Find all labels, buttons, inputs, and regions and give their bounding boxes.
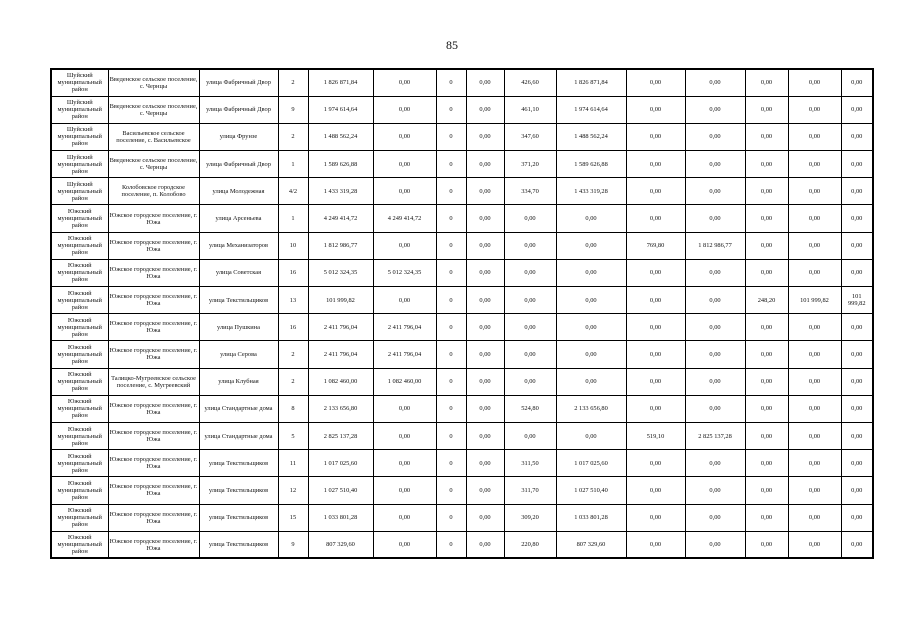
table-cell: 1 826 871,84 — [308, 69, 373, 96]
table-cell: 0,00 — [626, 450, 685, 477]
table-cell: Шуйский муниципальный район — [51, 69, 108, 96]
table-cell: 0,00 — [841, 341, 873, 368]
table-cell: 1 488 562,24 — [308, 123, 373, 150]
table-cell: Южский муниципальный район — [51, 531, 108, 558]
table-cell: 1 488 562,24 — [556, 123, 626, 150]
table-row — [51, 422, 873, 449]
table-cell: улица Арсеньева — [199, 205, 278, 232]
table-cell: 0,00 — [373, 450, 436, 477]
table-cell: 0,00 — [841, 314, 873, 341]
table-cell: 2 825 137,28 — [308, 422, 373, 449]
table-cell: Введенское сельское поселение, с. Чернцы — [108, 69, 199, 96]
table-cell: 309,20 — [504, 504, 556, 531]
table-cell: 0,00 — [373, 287, 436, 314]
table-cell: 311,70 — [504, 477, 556, 504]
table-cell: 0,00 — [745, 178, 788, 205]
table-cell: 0,00 — [788, 314, 841, 341]
table-cell: 0,00 — [466, 232, 504, 259]
table-cell: 0,00 — [685, 531, 745, 558]
table-cell: 0,00 — [745, 450, 788, 477]
table-cell: 0,00 — [685, 395, 745, 422]
table-cell: 2 — [278, 341, 308, 368]
table-cell: 0,00 — [626, 531, 685, 558]
table-cell: 0,00 — [504, 232, 556, 259]
table-cell: Южский муниципальный район — [51, 341, 108, 368]
table-cell: Южское городское поселение, г. Южа — [108, 232, 199, 259]
table-cell: 2 411 796,04 — [373, 341, 436, 368]
table-cell: 2 — [278, 69, 308, 96]
table-cell: 1 027 510,40 — [308, 477, 373, 504]
table-cell: 0,00 — [626, 477, 685, 504]
table-cell: 334,70 — [504, 178, 556, 205]
table-cell: 0,00 — [841, 504, 873, 531]
table-cell: 0,00 — [626, 314, 685, 341]
table-cell: 1 812 986,77 — [685, 232, 745, 259]
table-cell: Южский муниципальный район — [51, 368, 108, 395]
table-cell: улица Механизаторов — [199, 232, 278, 259]
table-cell: 0,00 — [556, 205, 626, 232]
table-row — [51, 287, 873, 314]
table-cell: 0 — [436, 531, 466, 558]
table-cell: 0,00 — [685, 341, 745, 368]
table-cell: 1 589 626,88 — [308, 151, 373, 178]
table-cell: 1 017 025,60 — [556, 450, 626, 477]
table-cell: 2 133 656,80 — [556, 395, 626, 422]
table-cell: 0,00 — [466, 422, 504, 449]
table-cell: улица Пушкина — [199, 314, 278, 341]
table-cell: 0,00 — [841, 450, 873, 477]
table-cell: 0,00 — [841, 422, 873, 449]
table-cell: 0,00 — [685, 450, 745, 477]
table-cell: 0,00 — [373, 123, 436, 150]
table-cell: 0,00 — [841, 531, 873, 558]
table-cell: 0 — [436, 504, 466, 531]
table-cell: 0,00 — [626, 205, 685, 232]
table-cell: 0,00 — [556, 422, 626, 449]
table-cell: 10 — [278, 232, 308, 259]
table-cell: 0,00 — [373, 422, 436, 449]
table-cell: 16 — [278, 259, 308, 286]
table-cell: Южский муниципальный район — [51, 422, 108, 449]
table-cell: 0,00 — [466, 96, 504, 123]
table-cell: 1 033 801,28 — [308, 504, 373, 531]
table-row — [51, 69, 873, 96]
table-cell: улица Фабричный Двор — [199, 96, 278, 123]
table-row — [51, 395, 873, 422]
table-cell: 0,00 — [788, 151, 841, 178]
table-cell: 0,00 — [466, 259, 504, 286]
table-cell: 1 433 319,28 — [556, 178, 626, 205]
table-cell: 0,00 — [745, 341, 788, 368]
table-cell: 12 — [278, 477, 308, 504]
table-cell: 0 — [436, 151, 466, 178]
table-cell: 0,00 — [373, 178, 436, 205]
table-cell: Шуйский муниципальный район — [51, 123, 108, 150]
table-cell: 2 411 796,04 — [308, 341, 373, 368]
table-cell: 4 249 414,72 — [373, 205, 436, 232]
table-cell: Колобовское городское поселение, п. Колобово — [108, 178, 199, 205]
table-cell: Южский муниципальный район — [51, 450, 108, 477]
table-cell: 0,00 — [685, 178, 745, 205]
table-cell: 0,00 — [626, 69, 685, 96]
table-cell: 0,00 — [745, 96, 788, 123]
table-cell: 0,00 — [466, 69, 504, 96]
table-cell: 0,00 — [685, 96, 745, 123]
table-cell: улица Молодежная — [199, 178, 278, 205]
table-row — [51, 450, 873, 477]
table-row — [51, 368, 873, 395]
table-cell: 0,00 — [373, 96, 436, 123]
table-cell: 5 012 324,35 — [308, 259, 373, 286]
table-cell: 0,00 — [466, 314, 504, 341]
table-cell: 0,00 — [466, 341, 504, 368]
table-row — [51, 151, 873, 178]
table-cell: 0,00 — [626, 395, 685, 422]
table-cell: Введенское сельское поселение, с. Чернцы — [108, 151, 199, 178]
table-cell: 0,00 — [504, 259, 556, 286]
table-cell: 0,00 — [788, 341, 841, 368]
table-cell: 0,00 — [841, 69, 873, 96]
table-cell: 0,00 — [685, 151, 745, 178]
table-cell: 0,00 — [788, 531, 841, 558]
table-cell: 0,00 — [788, 96, 841, 123]
table-cell: Южский муниципальный район — [51, 287, 108, 314]
table-cell: Южское городское поселение, г. Южа — [108, 259, 199, 286]
table-cell: улица Советская — [199, 259, 278, 286]
table-cell: 0,00 — [788, 504, 841, 531]
table-cell: 0,00 — [745, 477, 788, 504]
table-cell: 0,00 — [745, 368, 788, 395]
table-cell: улица Стандартные дома — [199, 395, 278, 422]
table-cell: 101 999,82 — [308, 287, 373, 314]
table-cell: 0,00 — [373, 69, 436, 96]
table-cell: 0,00 — [626, 368, 685, 395]
table-cell: Южское городское поселение, г. Южа — [108, 205, 199, 232]
table-cell: Южский муниципальный район — [51, 232, 108, 259]
table-cell: 2 825 137,28 — [685, 422, 745, 449]
table-cell: 0 — [436, 259, 466, 286]
table-cell: 1 027 510,40 — [556, 477, 626, 504]
table-cell: 0,00 — [788, 69, 841, 96]
table-cell: 0,00 — [373, 531, 436, 558]
table-cell: улица Текстильщиков — [199, 287, 278, 314]
table-row — [51, 504, 873, 531]
table-cell: 0,00 — [466, 395, 504, 422]
table-cell: 0,00 — [745, 232, 788, 259]
table-cell: улица Текстильщиков — [199, 504, 278, 531]
table-cell: 0,00 — [841, 395, 873, 422]
table-cell: улица Стандартные дома — [199, 422, 278, 449]
table-cell: Талицко-Мугреевское сельское поселение, с. Мугреевский — [108, 368, 199, 395]
table-cell: Васильевское сельское поселение, с. Васильевское — [108, 123, 199, 150]
table-cell: 16 — [278, 314, 308, 341]
table-cell: 0,00 — [626, 287, 685, 314]
table-cell: 0 — [436, 314, 466, 341]
table-cell: 0,00 — [841, 368, 873, 395]
table-cell: 0,00 — [685, 259, 745, 286]
table-cell: 0,00 — [626, 96, 685, 123]
table-cell: 1 589 626,88 — [556, 151, 626, 178]
table-cell: 15 — [278, 504, 308, 531]
table-cell: Южский муниципальный район — [51, 314, 108, 341]
table-cell: 0,00 — [373, 477, 436, 504]
table-cell: 0,00 — [466, 287, 504, 314]
table-cell: 0,00 — [745, 422, 788, 449]
table-cell: 0,00 — [556, 287, 626, 314]
table-cell: 0,00 — [841, 178, 873, 205]
data-table — [50, 68, 874, 559]
table-cell: 248,20 — [745, 287, 788, 314]
table-cell: Южское городское поселение, г. Южа — [108, 341, 199, 368]
table-cell: 0,00 — [745, 504, 788, 531]
table-cell: 0,00 — [466, 205, 504, 232]
table-cell: 1 812 986,77 — [308, 232, 373, 259]
table-cell: 2 — [278, 368, 308, 395]
table-cell: 0,00 — [745, 395, 788, 422]
table-cell: Южский муниципальный район — [51, 259, 108, 286]
table-cell: 0,00 — [685, 504, 745, 531]
table-cell: 2 — [278, 123, 308, 150]
table-cell: 0,00 — [504, 368, 556, 395]
table-cell: 0,00 — [466, 450, 504, 477]
table-cell: Шуйский муниципальный район — [51, 151, 108, 178]
table-cell: 0 — [436, 287, 466, 314]
table-cell: Южский муниципальный район — [51, 477, 108, 504]
table-cell: 0,00 — [841, 151, 873, 178]
table-cell: 4/2 — [278, 178, 308, 205]
table-row — [51, 123, 873, 150]
table-cell: 0,00 — [504, 314, 556, 341]
table-cell: 0,00 — [788, 205, 841, 232]
table-cell: 0,00 — [466, 504, 504, 531]
table-cell: 0,00 — [745, 314, 788, 341]
table-cell: Южское городское поселение, г. Южа — [108, 504, 199, 531]
table-cell: 0,00 — [841, 259, 873, 286]
table-cell: 0,00 — [504, 205, 556, 232]
table-cell: 0,00 — [841, 205, 873, 232]
table-cell: 0,00 — [466, 531, 504, 558]
table-cell: 0,00 — [788, 395, 841, 422]
table-cell: Южское городское поселение, г. Южа — [108, 287, 199, 314]
table-body — [51, 69, 873, 558]
table-cell: Южское городское поселение, г. Южа — [108, 395, 199, 422]
table-cell: 0,00 — [788, 232, 841, 259]
table-cell: Южский муниципальный район — [51, 504, 108, 531]
table-row — [51, 477, 873, 504]
table-row — [51, 314, 873, 341]
table-cell: 426,60 — [504, 69, 556, 96]
table-cell: Южское городское поселение, г. Южа — [108, 477, 199, 504]
table-cell: 769,80 — [626, 232, 685, 259]
table-cell: 0,00 — [373, 151, 436, 178]
table-cell: 101 999,82 — [788, 287, 841, 314]
table-cell: улица Клубная — [199, 368, 278, 395]
table-cell: 0,00 — [466, 477, 504, 504]
table-cell: 0 — [436, 395, 466, 422]
table-cell: Южское городское поселение, г. Южа — [108, 450, 199, 477]
table-cell: 1 017 025,60 — [308, 450, 373, 477]
table-cell: Введенское сельское поселение, с. Чернцы — [108, 96, 199, 123]
table-cell: 0,00 — [626, 151, 685, 178]
table-cell: 0,00 — [841, 96, 873, 123]
table-cell: 0,00 — [685, 123, 745, 150]
table-cell: 0 — [436, 422, 466, 449]
table-cell: 1 082 460,00 — [373, 368, 436, 395]
table-cell: 0,00 — [556, 368, 626, 395]
table-cell: 0,00 — [685, 314, 745, 341]
table-cell: 0,00 — [373, 504, 436, 531]
table-cell: 2 411 796,04 — [373, 314, 436, 341]
table-cell: 0,00 — [466, 151, 504, 178]
table-cell: 101 999,82 — [841, 287, 873, 314]
table-cell: 1 974 614,64 — [308, 96, 373, 123]
table-cell: 9 — [278, 96, 308, 123]
table-cell: Южский муниципальный район — [51, 205, 108, 232]
table-cell: 2 411 796,04 — [308, 314, 373, 341]
table-cell: 0,00 — [626, 259, 685, 286]
table-cell: 0 — [436, 477, 466, 504]
table-cell: 0,00 — [685, 205, 745, 232]
table-cell: 13 — [278, 287, 308, 314]
table-row — [51, 205, 873, 232]
table-cell: 311,50 — [504, 450, 556, 477]
table-cell: 0 — [436, 368, 466, 395]
table-cell: 11 — [278, 450, 308, 477]
table-cell: 524,80 — [504, 395, 556, 422]
table-cell: Южское городское поселение, г. Южа — [108, 531, 199, 558]
table-cell: 0,00 — [745, 205, 788, 232]
table-cell: 461,10 — [504, 96, 556, 123]
table-cell: 0,00 — [626, 504, 685, 531]
table-cell: 0,00 — [466, 123, 504, 150]
table-cell: 2 133 656,80 — [308, 395, 373, 422]
table-cell: 1 — [278, 151, 308, 178]
table-cell: 1 082 460,00 — [308, 368, 373, 395]
table-cell: 0,00 — [788, 477, 841, 504]
table-cell: 0,00 — [685, 368, 745, 395]
table-cell: 519,10 — [626, 422, 685, 449]
table-cell: 0,00 — [685, 477, 745, 504]
table-cell: 1 033 801,28 — [556, 504, 626, 531]
table-cell: 0 — [436, 450, 466, 477]
table-cell: улица Фрунзе — [199, 123, 278, 150]
table-cell: 0,00 — [626, 341, 685, 368]
table-cell: 0,00 — [788, 368, 841, 395]
table-cell: 4 249 414,72 — [308, 205, 373, 232]
table-cell: 5 012 324,35 — [373, 259, 436, 286]
table-cell: 0,00 — [745, 259, 788, 286]
table-cell: 0 — [436, 69, 466, 96]
table-cell: 0,00 — [788, 450, 841, 477]
table-cell: 220,80 — [504, 531, 556, 558]
table-cell: Южский муниципальный район — [51, 395, 108, 422]
table-cell: 0,00 — [788, 123, 841, 150]
table-row — [51, 259, 873, 286]
table-cell: 0 — [436, 205, 466, 232]
table-cell: 347,60 — [504, 123, 556, 150]
table-cell: 807 329,60 — [556, 531, 626, 558]
table-cell: 0,00 — [788, 259, 841, 286]
table-cell: 0,00 — [745, 69, 788, 96]
table-cell: 0 — [436, 96, 466, 123]
table-cell: 0,00 — [626, 178, 685, 205]
table-cell: 0,00 — [685, 69, 745, 96]
table-cell: улица Текстильщиков — [199, 477, 278, 504]
table-cell: 0,00 — [745, 151, 788, 178]
table-cell: 9 — [278, 531, 308, 558]
table-cell: 0,00 — [788, 422, 841, 449]
table-cell: Южское городское поселение, г. Южа — [108, 314, 199, 341]
table-cell: улица Серова — [199, 341, 278, 368]
table-cell: улица Текстильщиков — [199, 531, 278, 558]
table-cell: улица Фабричный Двор — [199, 151, 278, 178]
table-cell: 0,00 — [504, 341, 556, 368]
table-cell: 0 — [436, 178, 466, 205]
table-row — [51, 178, 873, 205]
table-cell: 0,00 — [373, 395, 436, 422]
table-cell: 0 — [436, 341, 466, 368]
table-row — [51, 531, 873, 558]
table-cell: 0,00 — [556, 314, 626, 341]
table-cell: улица Текстильщиков — [199, 450, 278, 477]
table-cell: 0,00 — [466, 178, 504, 205]
table-cell: 0,00 — [556, 232, 626, 259]
table-cell: 1 433 319,28 — [308, 178, 373, 205]
table-cell: улица Фабричный Двор — [199, 69, 278, 96]
table-cell: 371,20 — [504, 151, 556, 178]
table-cell: 0,00 — [841, 477, 873, 504]
table-cell: 0,00 — [788, 178, 841, 205]
table-cell: 8 — [278, 395, 308, 422]
table-cell: 0,00 — [556, 341, 626, 368]
table-row — [51, 96, 873, 123]
table-cell: Южское городское поселение, г. Южа — [108, 422, 199, 449]
table-cell: 1 974 614,64 — [556, 96, 626, 123]
table-row — [51, 232, 873, 259]
table-cell: 0,00 — [466, 368, 504, 395]
table-cell: 0 — [436, 123, 466, 150]
table-cell: 0,00 — [556, 259, 626, 286]
table-cell: 1 — [278, 205, 308, 232]
page-number: 85 — [446, 38, 458, 52]
table-cell: Шуйский муниципальный район — [51, 96, 108, 123]
table-cell: 0,00 — [685, 287, 745, 314]
table-cell: 0,00 — [841, 232, 873, 259]
table-cell: 0,00 — [745, 531, 788, 558]
table-cell: 0,00 — [626, 123, 685, 150]
table-cell: 0,00 — [504, 422, 556, 449]
table-cell: 0,00 — [504, 287, 556, 314]
table-row — [51, 341, 873, 368]
table-cell: 5 — [278, 422, 308, 449]
table-cell: 0 — [436, 232, 466, 259]
table-cell: Шуйский муниципальный район — [51, 178, 108, 205]
table-cell: 0,00 — [841, 123, 873, 150]
table-cell: 807 329,60 — [308, 531, 373, 558]
table-cell: 1 826 871,84 — [556, 69, 626, 96]
table-cell: 0,00 — [373, 232, 436, 259]
table-cell: 0,00 — [745, 123, 788, 150]
